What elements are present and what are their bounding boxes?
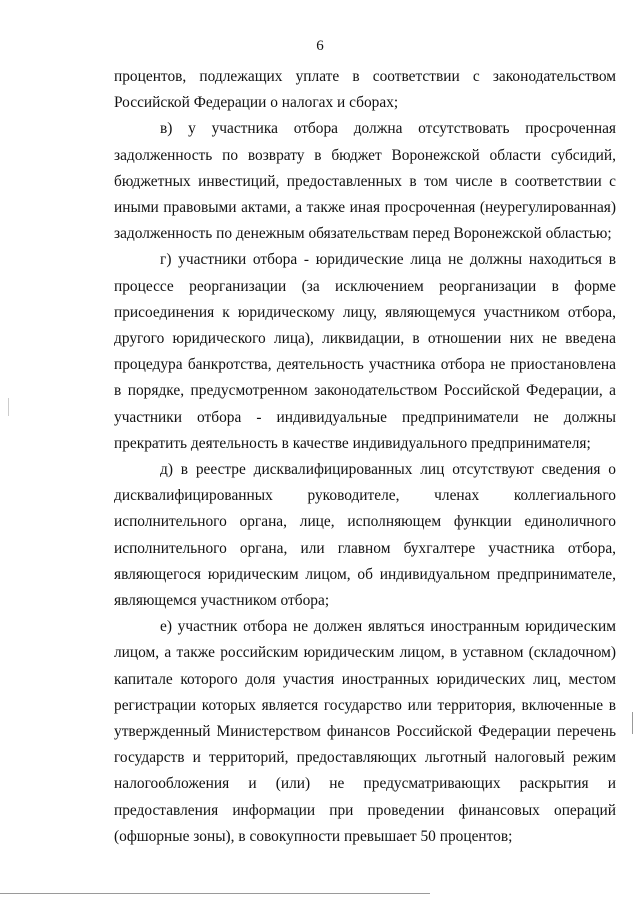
- paragraph-item-e: е) участник отбора не должен являться иностранным юридическим лицом, а также российским юридическим лицом, в уставном (складочном) капитале которого доля участия иностранных юридических лиц, местом регистрации которых является государство или территория, включенные в утвержденный Министерством финансов Российской Федерации перечень государств и территорий, предоставляющих льготный налоговый режим налогообложения и (или) не предусматривающих раскрытия и предоставления информации при проведении финансовых операций (офшорные зоны), в совокупности превышает 50 процентов;: [114, 618, 616, 845]
- page-bottom-edge: [0, 893, 430, 894]
- scan-artifact-right: [632, 712, 633, 734]
- paragraph-item-d: д) в реестре дисквалифицированных лиц отсутствуют сведения о дисквалифицированных руководителе, членах коллегиального исполнительного органа, лице, исполняющем функции единоличного исполнительного органа, или главном бухгалтере участника отбора, являющегося юридическим лицом, об индивидуальном предпринимателе, являющемся участником отбора;: [114, 461, 616, 610]
- paragraph-item-g: г) участники отбора - юридические лица не должны находиться в процессе реорганизации (за исключением реорганизации в форме присоединения к юридическому лицу, являющемуся участником отбора, другого юридического лица), ликвидации, в отношении них не введена процедура банкротства, деятельность участника отбора не приостановлена в порядке, предусмотренном законодательством Российской Федерации, а участники отбора - индивидуальные предприниматели не должны прекратить деятельность в качестве индивидуального предпринимателя;: [114, 251, 616, 452]
- paragraph-continuation: процентов, подлежащих уплате в соответствии с законодательством Российской Федерации о налогах и сборах;: [114, 68, 616, 112]
- page-number: 6: [316, 38, 324, 54]
- paragraph-item-v: в) у участника отбора должна отсутствовать просроченная задолженность по возврату в бюджет Воронежской области субсидий, бюджетных инвестиций, предоставленных в том числе в соответствии с иными правовыми актами, а также иная просроченная (неурегулированная) задолженность по денежным обязательствам перед Воронежской областью;: [114, 120, 616, 243]
- scan-artifact-left: [8, 398, 9, 416]
- document-body: [114, 64, 616, 850]
